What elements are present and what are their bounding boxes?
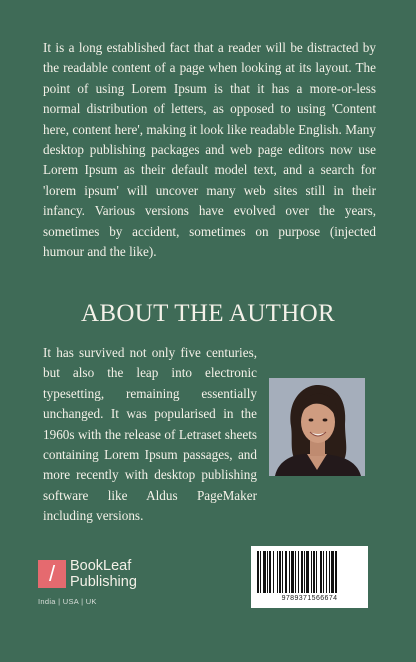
barcode-bar: [285, 551, 287, 593]
barcode-bar: [313, 551, 315, 593]
barcode-bar: [260, 551, 261, 593]
barcode-bar: [263, 551, 266, 593]
barcode-bar: [257, 551, 259, 593]
barcode-bar: [326, 551, 327, 593]
author-photo: [269, 378, 365, 476]
publisher-logo: [38, 560, 178, 610]
barcode-bar: [331, 551, 334, 593]
publisher-name-line2: Publishing: [70, 574, 137, 590]
isbn-number: 9789371566674: [281, 595, 338, 602]
barcode-bar: [329, 551, 330, 593]
logo-slash-icon: /: [38, 560, 66, 588]
barcode-bar: [279, 551, 281, 593]
about-author-heading: ABOUT THE AUTHOR: [81, 300, 335, 327]
publisher-name-line1: BookLeaf: [70, 558, 132, 574]
barcode-bar: [277, 551, 278, 593]
author-portrait-image: [269, 378, 365, 476]
barcode-bar: [291, 551, 294, 593]
barcode-bar: [273, 551, 274, 593]
barcode-bar: [301, 551, 303, 593]
isbn-barcode: [251, 546, 368, 608]
barcode-bar: [335, 551, 337, 593]
barcode-bar: [304, 551, 305, 593]
barcode-bar: [320, 551, 322, 593]
blurb-text: It is a long established fact that a reader will be distracted by the readable content of a page when looking at its layout. The point of using Lorem Ipsum is that it has a more-or-less normal distribution of letters, as opposed to using 'Content here, content here', making it look like readable English. Many desktop publishing packages and web page editors now use Lorem Ipsum as their default model text, and a search for 'lorem ipsum' will uncover many web sites still in their infancy. Various versions have evolved over the years, sometimes by accident, sometimes on purpose (injected humour and the like).: [43, 40, 376, 260]
barcode-bar: [269, 551, 271, 593]
author-bio-text: It has survived not only five centuries, but also the leap into electronic typesetting, remaining essentially unchanged. It was popularised in the 1960s with the release of Letraset sheets containing Lorem Ipsum passages, and more recently with desktop publishing software like Aldus PageMaker including versions.: [43, 345, 257, 524]
barcode-bar: [267, 551, 268, 593]
barcode-bar: [295, 551, 296, 593]
barcode-bar: [311, 551, 312, 593]
barcode-bar: [289, 551, 290, 593]
barcode-bar: [282, 551, 283, 593]
barcode-bar: [316, 551, 317, 593]
barcode-bar: [323, 551, 324, 593]
publisher-name: [70, 558, 137, 590]
publisher-regions: India | USA | UK: [38, 597, 97, 606]
barcode-bar: [306, 551, 309, 593]
barcode-bar: [298, 551, 299, 593]
barcode-bars-icon: [257, 551, 362, 593]
